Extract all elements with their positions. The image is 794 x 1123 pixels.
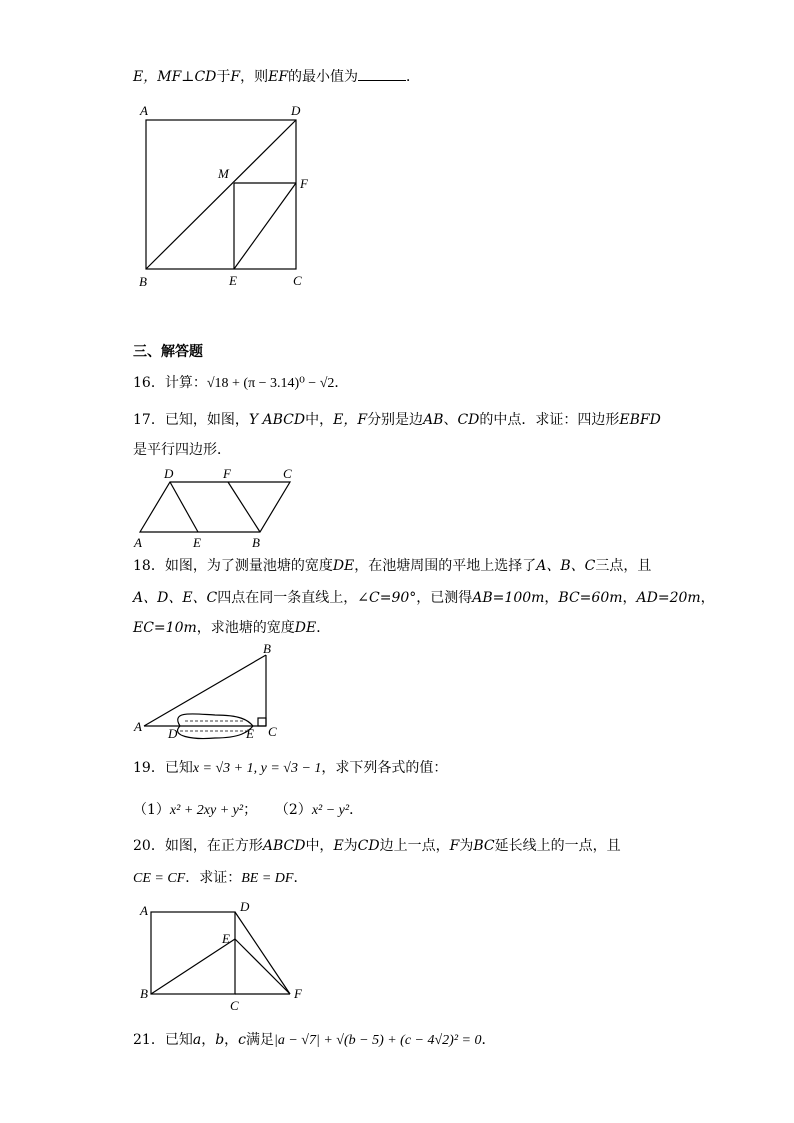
q21-comma2: ， xyxy=(224,1032,239,1048)
q18-line1c: 三点，且 xyxy=(595,558,652,574)
q17-line1 xyxy=(133,410,661,430)
q16-text xyxy=(133,373,348,394)
fig15-label-e: E xyxy=(229,273,237,288)
q17-line2: 是平行四边形． xyxy=(133,442,231,458)
q15-tail1: ，则 xyxy=(240,69,269,85)
q18-bc: BC=60m xyxy=(558,590,623,606)
fig15-label-f: F xyxy=(300,176,308,191)
fig20-label-b: B xyxy=(140,986,148,1001)
q20-line2b: ．求证： xyxy=(185,870,242,886)
fig17-label-b: B xyxy=(252,535,260,550)
q19-semicolon: ； xyxy=(243,802,258,818)
q18-sep2: ， xyxy=(622,590,637,606)
q18-ab: AB=100m xyxy=(472,590,545,606)
q18-line2b: 四点在同一条直线上， xyxy=(217,590,358,606)
figure-q15-square xyxy=(130,100,330,295)
q17-mid2: 分别是边 xyxy=(367,412,424,428)
fig15-label-m: M xyxy=(218,166,229,181)
q20-line1e: 为 xyxy=(459,838,474,854)
q21-line1: 21．已知 xyxy=(133,1032,193,1048)
q18-line3b: ，求池塘的宽度 xyxy=(196,620,295,636)
fig17-label-f: F xyxy=(223,466,231,481)
q20-end: ． xyxy=(293,870,308,886)
fig18-label-b: B xyxy=(263,641,271,656)
q20-line1 xyxy=(133,836,621,856)
q20-abcd: ABCD xyxy=(262,838,306,854)
section-title: 三、解答题 xyxy=(133,344,203,360)
fig18-label-a: A xyxy=(134,719,142,734)
fig20-label-f: F xyxy=(294,986,302,1001)
q21-a: a xyxy=(192,1032,202,1048)
q15-ef: EF xyxy=(268,69,289,85)
q21-comma1: ， xyxy=(201,1032,216,1048)
q18-line1a: 18．如图，为了测量池塘的宽度 xyxy=(133,558,333,574)
q18-ec: EC=10m xyxy=(133,620,197,636)
q19-line1 xyxy=(133,758,447,779)
q21-text xyxy=(133,1030,496,1051)
q20-e: E xyxy=(333,838,344,854)
q19-part2-label: （2） xyxy=(274,802,312,818)
q20-line1f: 延长线上的一点，且 xyxy=(494,838,621,854)
q21-end: ． xyxy=(481,1032,496,1048)
figure-q17-parallelogram xyxy=(130,465,310,550)
q17-parallelogram: Y ABCD xyxy=(248,412,306,428)
fig17-label-a: A xyxy=(134,535,142,550)
fig20-label-c: C xyxy=(230,998,239,1013)
q18-line1 xyxy=(133,556,651,576)
q18-end: ． xyxy=(316,620,331,636)
q20-f: F xyxy=(449,838,460,854)
fig18-label-c: C xyxy=(268,724,277,739)
q20-line1d: 边上一点， xyxy=(379,838,450,854)
q16-expr: √18 + (π − 3.14)⁰ − √2 xyxy=(206,376,335,391)
q21-tail: 满足 xyxy=(246,1032,274,1048)
q19-given: x = √3 + 1, y = √3 − 1 xyxy=(192,761,322,776)
q18-line3 xyxy=(133,618,330,638)
q21-c: c xyxy=(238,1032,246,1048)
q15-mf-cd: MF⊥CD xyxy=(157,69,217,85)
fig20-label-e: E xyxy=(222,931,230,946)
q16-num: 16．计算： xyxy=(133,375,207,391)
q18-abc: A、B、C xyxy=(536,558,596,574)
q15-mid: 于 xyxy=(216,69,231,85)
q18-line2a: A、D、E、C xyxy=(133,590,218,606)
q20-line2 xyxy=(133,868,307,889)
q19-part2-expr: x² − y² xyxy=(311,803,350,818)
fig20-label-a: A xyxy=(140,903,148,918)
q20-be-df: BE = DF xyxy=(241,871,294,886)
fig15-label-a: A xyxy=(140,103,148,118)
q15-text xyxy=(133,66,420,87)
q18-angle: ∠C=90° xyxy=(357,590,417,606)
q20-bc: BC xyxy=(473,838,495,854)
q19-parts xyxy=(133,800,363,821)
q18-de: DE xyxy=(332,558,355,574)
q17-mid: 中， xyxy=(305,412,334,428)
q21-expr: |a − √7| + √(b − 5) + (c − 4√2)² = 0 xyxy=(274,1033,482,1048)
q19-part1-label: （1） xyxy=(133,802,170,818)
q19-part1-expr: x² + 2xy + y² xyxy=(169,803,244,818)
fig20-label-d: D xyxy=(240,899,250,914)
q18-sep3: ， xyxy=(700,590,715,606)
q19-tail: ，求下列各式的值： xyxy=(321,760,448,776)
q20-line1b: 中， xyxy=(305,838,334,854)
fig18-label-d: D xyxy=(168,726,178,741)
answer-blank[interactable] xyxy=(358,66,406,81)
q17-ebfd: EBFD xyxy=(619,412,661,428)
fig17-label-c: C xyxy=(283,466,292,481)
q18-de2: DE xyxy=(294,620,317,636)
q17-tail: 的中点．求证：四边形 xyxy=(479,412,620,428)
figure-q20-square xyxy=(130,898,320,1018)
fig15-label-b: B xyxy=(139,274,147,289)
q15-end: ． xyxy=(406,69,421,85)
q17-ab: AB xyxy=(423,412,444,428)
q20-line1c: 为 xyxy=(343,838,358,854)
fig15-label-d: D xyxy=(291,103,301,118)
q15-tail2: 的最小值为 xyxy=(288,69,359,85)
q18-ad: AD=20m xyxy=(636,590,701,606)
q20-cd: CD xyxy=(357,838,380,854)
fig17-label-e: E xyxy=(193,535,201,550)
q20-line1a: 20．如图，在正方形 xyxy=(133,838,263,854)
q17-num: 17．已知，如图， xyxy=(133,412,249,428)
q18-sep1: ， xyxy=(544,590,559,606)
q15-pre: E， xyxy=(133,69,158,85)
q19-line1: 19．已知 xyxy=(133,760,193,776)
fig18-label-e: E xyxy=(246,726,254,741)
q16-end: ． xyxy=(334,375,349,391)
q20-ce-cf: CE = CF xyxy=(133,871,186,886)
figure-q18-pond xyxy=(130,640,300,745)
q18-line2c: ，已测得 xyxy=(416,590,473,606)
fig17-label-d: D xyxy=(164,466,174,481)
q17-ef: E，F xyxy=(333,412,368,428)
q18-line1b: ，在池塘周围的平地上选择了 xyxy=(354,558,537,574)
q21-b: b xyxy=(215,1032,225,1048)
q17-cd: CD xyxy=(457,412,480,428)
q18-line2 xyxy=(133,588,715,608)
q15-f: F xyxy=(230,69,241,85)
q17-sep: 、 xyxy=(443,412,458,428)
fig15-label-c: C xyxy=(293,273,302,288)
q19-end: ． xyxy=(349,802,364,818)
